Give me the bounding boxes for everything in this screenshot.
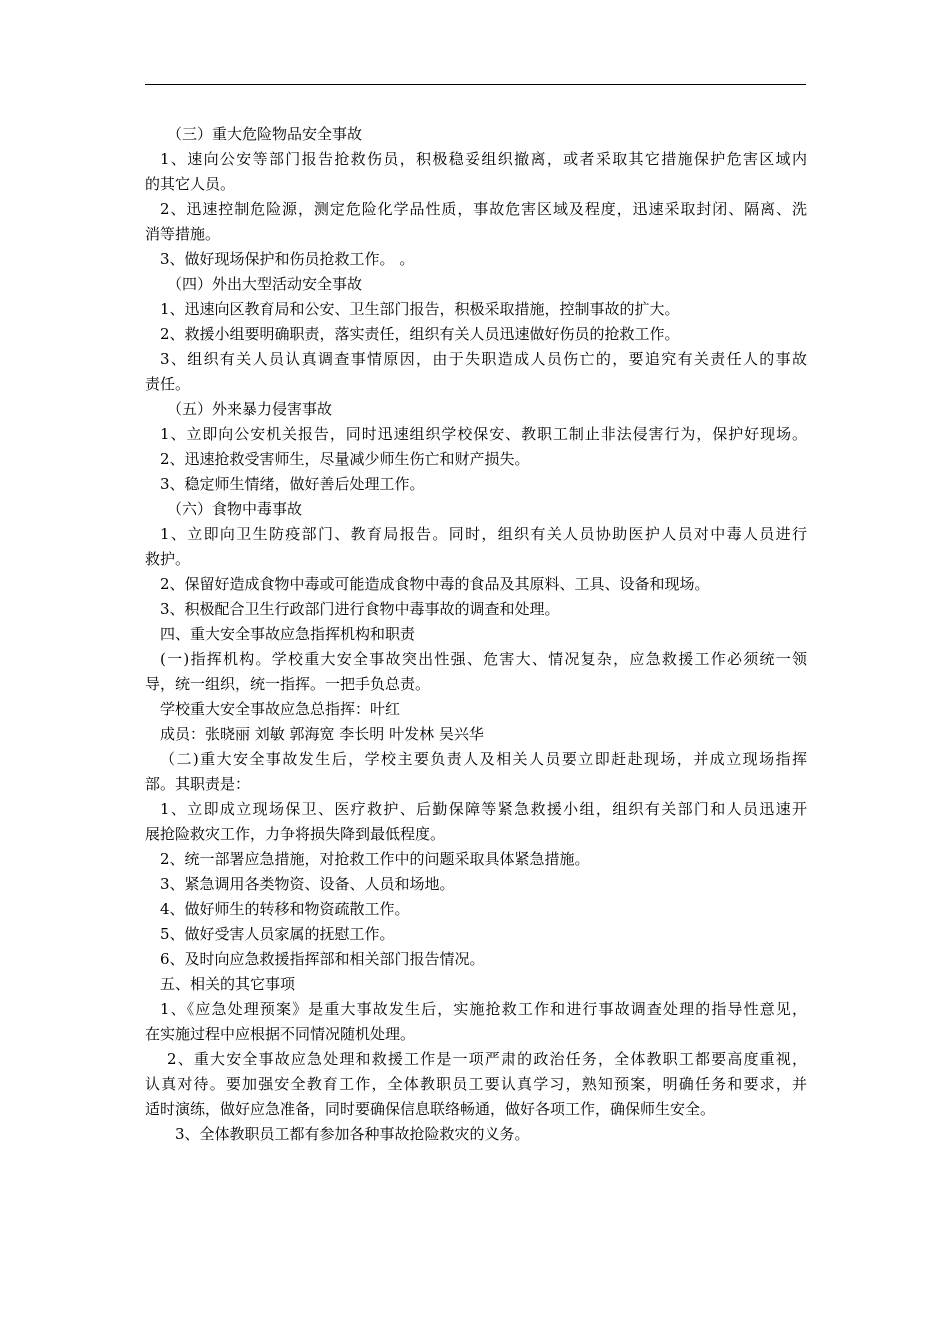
section-heading: （五）外来暴力侵害事故 xyxy=(167,400,333,418)
paragraph-line: 在实施过程中应根据不同情况随机处理。 xyxy=(145,1025,416,1043)
paragraph-line: (一)指挥机构。学校重大安全事故突出性强、危害大、情况复杂，应急救援工作必须统一领 xyxy=(160,650,807,668)
paragraph-line: 3、积极配合卫生行政部门进行食物中毒事故的调查和处理。 xyxy=(160,600,560,618)
chapter-heading: 四、重大安全事故应急指挥机构和职责 xyxy=(160,625,416,643)
paragraph-line: （二)重大安全事故发生后，学校主要负责人及相关人员要立即赶赴现场，并成立现场指挥 xyxy=(160,750,807,768)
paragraph-line: 1、立即成立现场保卫、医疗救护、后勤保障等紧急救援小组，组织有关部门和人员迅速开 xyxy=(160,800,807,818)
paragraph-line: 1、迅速向区教育局和公安、卫生部门报告，积极采取措施，控制事故的扩大。 xyxy=(160,300,680,318)
paragraph-line: 2、救援小组要明确职责，落实责任，组织有关人员迅速做好伤员的抢救工作。 xyxy=(160,325,680,343)
section-heading: （四）外出大型活动安全事故 xyxy=(167,275,363,293)
paragraph-line: 2、迅速抢救受害师生，尽量减少师生伤亡和财产损失。 xyxy=(160,450,530,468)
paragraph-line: 3、全体教职员工都有参加各种事故抢险救灾的义务。 xyxy=(175,1125,530,1143)
paragraph-line: 3、做好现场保护和伤员抢救工作。 。 xyxy=(160,250,415,268)
paragraph-line: 2、保留好造成食物中毒或可能造成食物中毒的食品及其原料、工具、设备和现场。 xyxy=(160,575,710,593)
paragraph-line: 2、统一部署应急措施，对抢救工作中的问题采取具体紧急措施。 xyxy=(160,850,590,868)
paragraph-line: 3、紧急调用各类物资、设备、人员和场地。 xyxy=(160,875,455,893)
paragraph-line: 1、立即向公安机关报告，同时迅速组织学校保安、教职工制止非法侵害行为，保护好现场。 xyxy=(160,425,807,443)
paragraph-line: 3、稳定师生情绪，做好善后处理工作。 xyxy=(160,475,425,493)
paragraph-line: 救护。 xyxy=(145,550,191,568)
paragraph-line: 责任。 xyxy=(145,375,191,393)
document-body xyxy=(145,122,807,1147)
paragraph-line: 2、重大安全事故应急处理和救援工作是一项严肃的政治任务，全体教职工都要高度重视， xyxy=(167,1050,807,1068)
chapter-heading: 五、相关的其它事项 xyxy=(160,975,296,993)
paragraph-line: 3、组织有关人员认真调查事情原因，由于失职造成人员伤亡的，要追究有关责任人的事故 xyxy=(160,350,807,368)
paragraph-line: 展抢险救灾工作，力争将损失降到最低程度。 xyxy=(145,825,446,843)
paragraph-line: 部。其职责是： xyxy=(145,775,251,793)
paragraph-line: 6、及时向应急救援指挥部和相关部门报告情况。 xyxy=(160,950,485,968)
paragraph-line: 的其它人员。 xyxy=(145,175,236,193)
section-heading: （三）重大危险物品安全事故 xyxy=(167,125,363,143)
commander-line: 学校重大安全事故应急总指挥：叶红 xyxy=(160,700,401,718)
paragraph-line: 2、迅速控制危险源，测定危险化学品性质，事故危害区域及程度，迅速采取封闭、隔离、洗 xyxy=(160,200,807,218)
paragraph-line: 1、速向公安等部门报告抢救伤员，积极稳妥组织撤离，或者采取其它措施保护危害区域内 xyxy=(160,150,807,168)
paragraph-line: 1、立即向卫生防疫部门、教育局报告。同时，组织有关人员协助医护人员对中毒人员进行 xyxy=(160,525,807,543)
header-rule xyxy=(145,84,806,85)
paragraph-line: 导，统一组织，统一指挥。一把手负总责。 xyxy=(145,675,431,693)
paragraph-line: 1、《应急处理预案》是重大事故发生后，实施抢救工作和进行事故调查处理的指导性意见， xyxy=(160,1000,807,1018)
paragraph-line: 消等措施。 xyxy=(145,225,221,243)
section-heading: （六）食物中毒事故 xyxy=(167,500,303,518)
members-line: 成员：张晓丽 刘敏 郭海宽 李长明 叶发林 吴兴华 xyxy=(160,725,484,743)
paragraph-line: 适时演练，做好应急准备，同时要确保信息联络畅通，做好各项工作，确保师生安全。 xyxy=(145,1100,716,1118)
paragraph-line: 5、做好受害人员家属的抚慰工作。 xyxy=(160,925,395,943)
paragraph-line: 认真对待。要加强安全教育工作，全体教职员工要认真学习，熟知预案，明确任务和要求，并 xyxy=(145,1075,807,1093)
paragraph-line: 4、做好师生的转移和物资疏散工作。 xyxy=(160,900,410,918)
